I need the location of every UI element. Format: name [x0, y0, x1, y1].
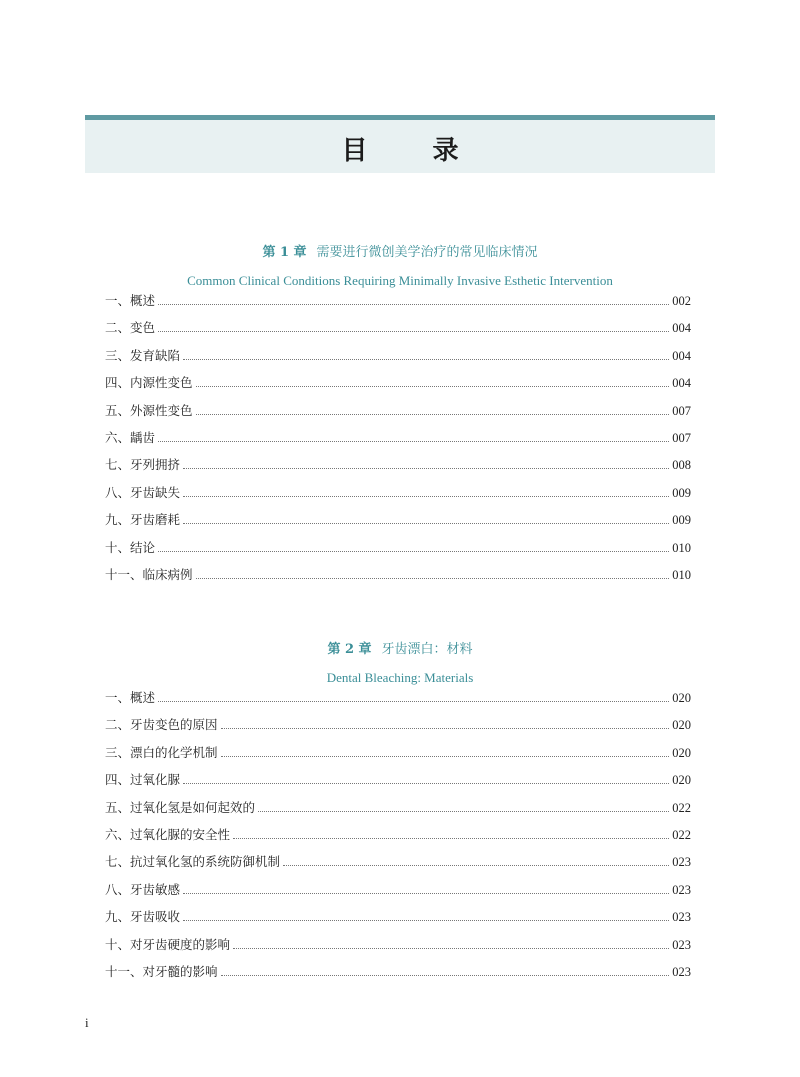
chapter-title	[85, 640, 715, 660]
toc-leader-dots	[183, 351, 669, 360]
chapter-title-text: 需要进行微创美学治疗的常见临床情况	[316, 245, 538, 260]
toc-leader-dots	[283, 857, 669, 866]
toc-entry-label: 四、过氧化脲	[105, 772, 181, 788]
toc-leader-dots	[183, 515, 669, 524]
toc-entry-label: 七、牙列拥挤	[105, 457, 181, 473]
toc-entry-label: 十、结论	[105, 539, 156, 555]
toc-entry-page: 023	[672, 964, 691, 979]
toc-entry-page: 002	[672, 294, 691, 308]
toc-leader-dots	[158, 693, 669, 702]
chapter-title	[85, 243, 715, 263]
toc-entry-label: 九、牙齿吸收	[105, 909, 181, 925]
toc-leader-dots	[221, 720, 670, 729]
toc-entry-label: 二、变色	[105, 320, 156, 336]
toc-leader-dots	[158, 296, 669, 305]
toc-entry-page: 023	[672, 882, 691, 897]
toc-leader-dots	[196, 570, 670, 579]
toc-entry[interactable]	[105, 291, 691, 318]
toc-entry-label: 十、对牙齿硬度的影响	[105, 936, 231, 952]
toc-entry-label: 五、外源性变色	[105, 402, 193, 418]
toc-leader-dots	[221, 748, 670, 757]
toc-leader-dots	[158, 323, 669, 332]
toc-leader-dots	[183, 885, 669, 894]
toc-entry-label: 二、牙齿变色的原因	[105, 717, 218, 733]
toc-leader-dots	[221, 967, 670, 976]
toc-entry-page: 004	[672, 376, 691, 391]
chapter-2-toc-list	[105, 688, 691, 989]
toc-entry[interactable]	[105, 798, 691, 825]
toc-entry-page: 020	[672, 718, 691, 733]
toc-entry-label: 六、过氧化脲的安全性	[105, 826, 231, 842]
toc-entry-page: 022	[672, 800, 691, 815]
page-title: 目 录	[341, 136, 487, 166]
toc-entry[interactable]	[105, 825, 691, 852]
toc-entry[interactable]	[105, 428, 691, 455]
chapter-title-text: 牙齿漂白：材料	[381, 642, 473, 657]
toc-leader-dots	[158, 433, 669, 442]
toc-entry-label: 九、牙齿磨耗	[105, 512, 181, 528]
toc-entry-page: 009	[672, 485, 691, 500]
chapter-number: 第 1 章	[262, 245, 307, 260]
toc-entry-page: 023	[672, 910, 691, 925]
toc-entry-label: 六、龋齿	[105, 429, 156, 445]
toc-entry-label: 四、内源性变色	[105, 375, 193, 391]
toc-entry-page: 008	[672, 458, 691, 473]
chapter-title-en: Dental Bleaching: Materials	[326, 670, 474, 685]
toc-entry-label: 十一、临床病例	[105, 566, 193, 582]
toc-entry[interactable]	[105, 962, 691, 989]
toc-entry[interactable]	[105, 318, 691, 345]
toc-leader-dots	[196, 406, 670, 415]
toc-entry-label: 三、漂白的化学机制	[105, 744, 218, 760]
toc-leader-dots	[196, 378, 670, 387]
chapter-number: 第 2 章	[327, 642, 372, 657]
toc-entry[interactable]	[105, 346, 691, 373]
toc-entry-label: 五、过氧化氢是如何起效的	[105, 799, 256, 815]
chapter-title-en: Common Clinical Conditions Requiring Minimally Invasive Esthetic Intervention	[187, 273, 613, 288]
toc-entry[interactable]	[105, 373, 691, 400]
chapter-1-toc-list	[105, 291, 691, 592]
toc-entry[interactable]	[105, 510, 691, 537]
toc-entry[interactable]	[105, 880, 691, 907]
toc-leader-dots	[158, 543, 669, 552]
toc-leader-dots	[183, 488, 669, 497]
toc-entry-label: 一、概述	[105, 293, 156, 308]
toc-entry[interactable]	[105, 743, 691, 770]
toc-entry-label: 十一、对牙髓的影响	[105, 963, 218, 979]
toc-entry-page: 007	[672, 403, 691, 418]
toc-leader-dots	[233, 940, 669, 949]
toc-entry[interactable]	[105, 401, 691, 428]
toc-leader-dots	[233, 830, 669, 839]
toc-entry-page: 010	[672, 567, 691, 582]
toc-entry[interactable]	[105, 907, 691, 934]
toc-entry[interactable]	[105, 538, 691, 565]
toc-entry[interactable]	[105, 770, 691, 797]
toc-entry-page: 020	[672, 745, 691, 760]
toc-entry-label: 八、牙齿敏感	[105, 881, 181, 897]
toc-entry-page: 023	[672, 937, 691, 952]
page-number: i	[85, 1015, 89, 1030]
toc-entry[interactable]	[105, 852, 691, 879]
toc-entry[interactable]	[105, 565, 691, 592]
toc-entry-label: 八、牙齿缺失	[105, 484, 181, 500]
toc-entry-page: 007	[672, 430, 691, 445]
toc-entry[interactable]	[105, 455, 691, 482]
toc-leader-dots	[183, 912, 669, 921]
toc-entry-page: 023	[672, 855, 691, 870]
toc-entry-page: 010	[672, 540, 691, 555]
toc-leader-dots	[258, 803, 669, 812]
toc-entry[interactable]	[105, 483, 691, 510]
toc-leader-dots	[183, 775, 669, 784]
chapter-2-heading	[85, 640, 715, 688]
toc-entry-label: 三、发育缺陷	[105, 347, 181, 363]
toc-entry[interactable]	[105, 688, 691, 715]
toc-entry-page: 004	[672, 348, 691, 363]
toc-title-band	[85, 115, 715, 173]
toc-entry-page: 020	[672, 773, 691, 788]
toc-entry-page: 020	[672, 691, 691, 705]
toc-entry-page: 022	[672, 827, 691, 842]
toc-entry-label: 七、抗过氧化氢的系统防御机制	[105, 854, 281, 870]
toc-leader-dots	[183, 460, 669, 469]
toc-entry[interactable]	[105, 935, 691, 962]
chapter-1-heading	[85, 243, 715, 291]
toc-entry-page: 009	[672, 513, 691, 528]
toc-entry[interactable]	[105, 715, 691, 742]
toc-entry-page: 004	[672, 321, 691, 336]
toc-entry-label: 一、概述	[105, 690, 156, 705]
